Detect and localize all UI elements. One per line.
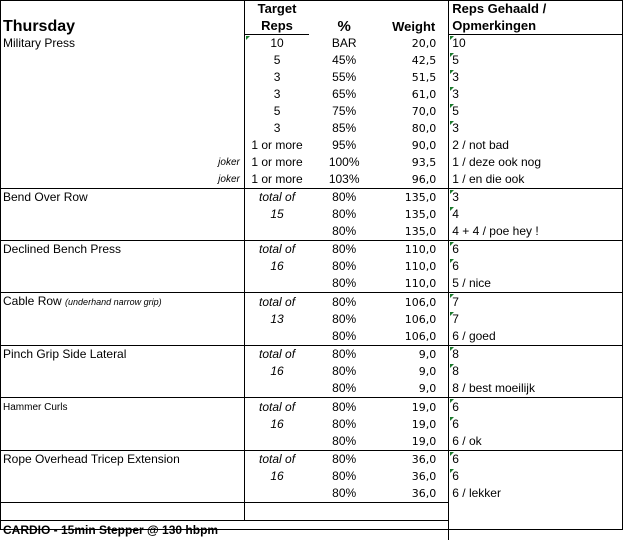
exercise-name: Hammer Curls: [3, 402, 67, 413]
reps-done-cell[interactable]: 5: [449, 52, 623, 69]
reps-done-cell[interactable]: 3: [449, 189, 623, 207]
weight-cell[interactable]: 20,0: [379, 35, 449, 53]
reps-done-cell[interactable]: 10: [449, 35, 623, 53]
table-row: [0, 398, 623, 417]
percent-cell[interactable]: 103%: [309, 171, 379, 189]
reps-done-cell[interactable]: 8 / best moeilijk: [449, 380, 623, 398]
percent-cell[interactable]: 80%: [309, 258, 379, 275]
weight-cell[interactable]: 80,0: [379, 120, 449, 137]
table-row: [0, 485, 623, 503]
reps-header[interactable]: Reps Gehaald /: [449, 0, 623, 17]
weight-cell[interactable]: 70,0: [379, 103, 449, 120]
exercise-name: Rope Overhead Tricep Extension: [3, 452, 180, 466]
percent-cell[interactable]: 80%: [309, 398, 379, 417]
reps-done-cell[interactable]: 6: [449, 451, 623, 469]
percent-cell[interactable]: 95%: [309, 137, 379, 154]
table-row: [0, 86, 623, 103]
exercise-cell[interactable]: [0, 137, 244, 154]
table-row: [0, 311, 623, 328]
percent-cell[interactable]: 80%: [309, 346, 379, 364]
weight-cell[interactable]: 51,5: [379, 69, 449, 86]
exercise-name: Military Press: [3, 36, 75, 50]
exercise-cell[interactable]: [0, 433, 244, 451]
target-reps-cell[interactable]: total of: [244, 241, 309, 259]
percent-cell[interactable]: 80%: [309, 311, 379, 328]
table-row: [0, 258, 623, 275]
exercise-cell[interactable]: [0, 241, 244, 259]
target-reps-cell[interactable]: 1 or more: [244, 154, 309, 171]
percent-cell[interactable]: 80%: [309, 206, 379, 223]
table-row: [0, 206, 623, 223]
percent-cell[interactable]: 65%: [309, 86, 379, 103]
target-reps-cell[interactable]: 16: [244, 416, 309, 433]
empty-cell[interactable]: [244, 503, 309, 521]
exercise-cell[interactable]: [0, 293, 244, 312]
exercise-cell[interactable]: [0, 363, 244, 380]
percent-cell[interactable]: 85%: [309, 120, 379, 137]
reps-done-cell[interactable]: 6 / ok: [449, 433, 623, 451]
target-header-reps[interactable]: Reps: [244, 17, 309, 35]
percent-cell[interactable]: 80%: [309, 451, 379, 469]
weight-cell[interactable]: 19,0: [379, 416, 449, 433]
exercise-cell[interactable]: [0, 311, 244, 328]
exercise-name: Pinch Grip Side Lateral: [3, 347, 126, 361]
exercise-cell[interactable]: [0, 120, 244, 137]
reps-done-cell[interactable]: 5 / nice: [449, 275, 623, 293]
weight-cell[interactable]: 9,0: [379, 380, 449, 398]
weight-cell[interactable]: 110,0: [379, 258, 449, 275]
exercise-cell[interactable]: [0, 451, 244, 469]
target-reps-cell[interactable]: total of: [244, 293, 309, 312]
empty-cell[interactable]: [449, 503, 623, 521]
exercise-cell[interactable]: [0, 468, 244, 485]
table-row: [0, 137, 623, 154]
reps-done-cell[interactable]: 3: [449, 120, 623, 137]
reps-done-cell[interactable]: 4: [449, 206, 623, 223]
exercise-cell[interactable]: [0, 258, 244, 275]
weight-cell[interactable]: 106,0: [379, 293, 449, 312]
target-reps-cell[interactable]: [244, 223, 309, 241]
reps-done-cell[interactable]: 6: [449, 468, 623, 485]
target-reps-cell[interactable]: [244, 275, 309, 293]
target-reps-cell[interactable]: 3: [244, 120, 309, 137]
exercise-cell[interactable]: [0, 328, 244, 346]
exercise-cell[interactable]: [0, 86, 244, 103]
percent-cell[interactable]: 45%: [309, 52, 379, 69]
reps-done-cell[interactable]: 4 + 4 / poe hey !: [449, 223, 623, 241]
table-row: [0, 293, 623, 312]
target-reps-cell[interactable]: [244, 380, 309, 398]
target-reps-cell[interactable]: total of: [244, 346, 309, 364]
target-reps-cell[interactable]: total of: [244, 398, 309, 417]
empty-cell[interactable]: [379, 503, 449, 521]
target-reps-cell[interactable]: 5: [244, 52, 309, 69]
reps-done-cell[interactable]: 2 / not bad: [449, 137, 623, 154]
exercise-name: Declined Bench Press: [3, 242, 121, 256]
reps-done-cell[interactable]: 6: [449, 241, 623, 259]
table-row: [0, 52, 623, 69]
table-row: [0, 120, 623, 137]
target-reps-cell[interactable]: [244, 328, 309, 346]
percent-cell[interactable]: 80%: [309, 241, 379, 259]
target-reps-cell[interactable]: 1 or more: [244, 137, 309, 154]
weight-cell[interactable]: 42,5: [379, 52, 449, 69]
reps-done-cell[interactable]: 1 / deze ook nog: [449, 154, 623, 171]
weight-cell[interactable]: 135,0: [379, 206, 449, 223]
percent-cell[interactable]: BAR: [309, 35, 379, 53]
target-header[interactable]: Target: [244, 0, 309, 17]
weight-header[interactable]: Weight: [379, 0, 449, 35]
percent-cell[interactable]: 80%: [309, 223, 379, 241]
percent-cell[interactable]: 80%: [309, 485, 379, 503]
table-row: [0, 416, 623, 433]
reps-done-cell[interactable]: 6: [449, 398, 623, 417]
percent-cell[interactable]: 80%: [309, 328, 379, 346]
percent-cell[interactable]: 80%: [309, 293, 379, 312]
day-title[interactable]: Thursday: [0, 0, 244, 35]
reps-done-cell[interactable]: 3: [449, 69, 623, 86]
exercise-cell[interactable]: [0, 416, 244, 433]
exercise-cell[interactable]: joker: [0, 171, 244, 189]
exercise-cell[interactable]: [0, 398, 244, 417]
exercise-note: (underhand narrow grip): [65, 297, 162, 307]
target-reps-cell[interactable]: 16: [244, 258, 309, 275]
weight-cell[interactable]: 135,0: [379, 189, 449, 207]
weight-cell[interactable]: 36,0: [379, 485, 449, 503]
percent-cell[interactable]: 80%: [309, 468, 379, 485]
target-reps-cell[interactable]: 15: [244, 206, 309, 223]
target-reps-cell[interactable]: 16: [244, 468, 309, 485]
exercise-name: Cable Row: [3, 294, 62, 308]
empty-row: [0, 503, 623, 521]
target-reps-cell[interactable]: [244, 485, 309, 503]
reps-done-cell[interactable]: 8: [449, 363, 623, 380]
table-row: [0, 35, 623, 53]
reps-done-cell[interactable]: 1 / en die ook: [449, 171, 623, 189]
weight-cell[interactable]: 9,0: [379, 346, 449, 364]
target-reps-cell[interactable]: 1 or more: [244, 171, 309, 189]
empty-cell[interactable]: [449, 521, 623, 540]
table-row: [0, 328, 623, 346]
table-row: [0, 103, 623, 120]
exercise-cell[interactable]: [0, 189, 244, 207]
reps-done-cell[interactable]: 7: [449, 293, 623, 312]
reps-done-cell[interactable]: 7: [449, 311, 623, 328]
percent-cell[interactable]: 80%: [309, 275, 379, 293]
reps-done-cell[interactable]: 5: [449, 103, 623, 120]
exercise-cell[interactable]: [0, 346, 244, 364]
exercise-cell[interactable]: [0, 35, 244, 53]
weight-cell[interactable]: 96,0: [379, 171, 449, 189]
exercise-cell[interactable]: [0, 275, 244, 293]
target-reps-cell[interactable]: 3: [244, 86, 309, 103]
table-row: [0, 69, 623, 86]
weight-cell[interactable]: 106,0: [379, 328, 449, 346]
reps-header-opm[interactable]: Opmerkingen: [449, 17, 623, 35]
table-row: [0, 171, 623, 189]
exercise-cell[interactable]: [0, 485, 244, 503]
weight-cell[interactable]: 90,0: [379, 137, 449, 154]
reps-done-cell[interactable]: 6 / lekker: [449, 485, 623, 503]
target-reps-cell[interactable]: [244, 433, 309, 451]
pct-header[interactable]: %: [309, 0, 379, 35]
target-reps-cell[interactable]: total of: [244, 189, 309, 207]
weight-cell[interactable]: 135,0: [379, 223, 449, 241]
percent-cell[interactable]: 80%: [309, 416, 379, 433]
percent-cell[interactable]: 75%: [309, 103, 379, 120]
target-reps-cell[interactable]: 3: [244, 69, 309, 86]
reps-done-cell[interactable]: 8: [449, 346, 623, 364]
table-row: [0, 189, 623, 207]
table-row: [0, 346, 623, 364]
percent-cell[interactable]: 80%: [309, 189, 379, 207]
table-row: [0, 363, 623, 380]
table-row: [0, 241, 623, 259]
exercise-cell[interactable]: [0, 52, 244, 69]
weight-cell[interactable]: 9,0: [379, 363, 449, 380]
percent-cell[interactable]: 55%: [309, 69, 379, 86]
exercise-name: Bend Over Row: [3, 190, 88, 204]
exercise-cell[interactable]: joker: [0, 154, 244, 171]
table-row: [0, 380, 623, 398]
cardio-label[interactable]: CARDIO - 15min Stepper @ 130 hbpm: [0, 521, 449, 540]
table-row: [0, 451, 623, 469]
table-row: [0, 433, 623, 451]
table-row: [0, 275, 623, 293]
header-row-1: [0, 0, 623, 17]
target-reps-cell[interactable]: 13: [244, 311, 309, 328]
weight-cell[interactable]: 61,0: [379, 86, 449, 103]
table-row: [0, 223, 623, 241]
exercise-cell[interactable]: [0, 69, 244, 86]
target-reps-cell[interactable]: 16: [244, 363, 309, 380]
empty-cell[interactable]: [0, 503, 244, 521]
exercise-cell[interactable]: [0, 206, 244, 223]
target-reps-cell[interactable]: 5: [244, 103, 309, 120]
weight-cell[interactable]: 110,0: [379, 241, 449, 259]
reps-done-cell[interactable]: 6 / goed: [449, 328, 623, 346]
exercise-cell[interactable]: [0, 223, 244, 241]
weight-cell[interactable]: 19,0: [379, 398, 449, 417]
percent-cell[interactable]: 80%: [309, 363, 379, 380]
target-reps-cell[interactable]: total of: [244, 451, 309, 469]
weight-cell[interactable]: 36,0: [379, 451, 449, 469]
weight-cell[interactable]: 36,0: [379, 468, 449, 485]
reps-done-cell[interactable]: 6: [449, 258, 623, 275]
percent-cell[interactable]: 80%: [309, 380, 379, 398]
weight-cell[interactable]: 106,0: [379, 311, 449, 328]
weight-cell[interactable]: 93,5: [379, 154, 449, 171]
cardio-row: [0, 521, 623, 540]
table-row: [0, 468, 623, 485]
target-reps-cell[interactable]: 10: [244, 35, 309, 53]
exercise-cell[interactable]: [0, 103, 244, 120]
empty-cell[interactable]: [309, 503, 379, 521]
weight-cell[interactable]: 19,0: [379, 433, 449, 451]
percent-cell[interactable]: 100%: [309, 154, 379, 171]
weight-cell[interactable]: 110,0: [379, 275, 449, 293]
percent-cell[interactable]: 80%: [309, 433, 379, 451]
reps-done-cell[interactable]: 6: [449, 416, 623, 433]
table-row: [0, 154, 623, 171]
exercise-cell[interactable]: [0, 380, 244, 398]
reps-done-cell[interactable]: 3: [449, 86, 623, 103]
